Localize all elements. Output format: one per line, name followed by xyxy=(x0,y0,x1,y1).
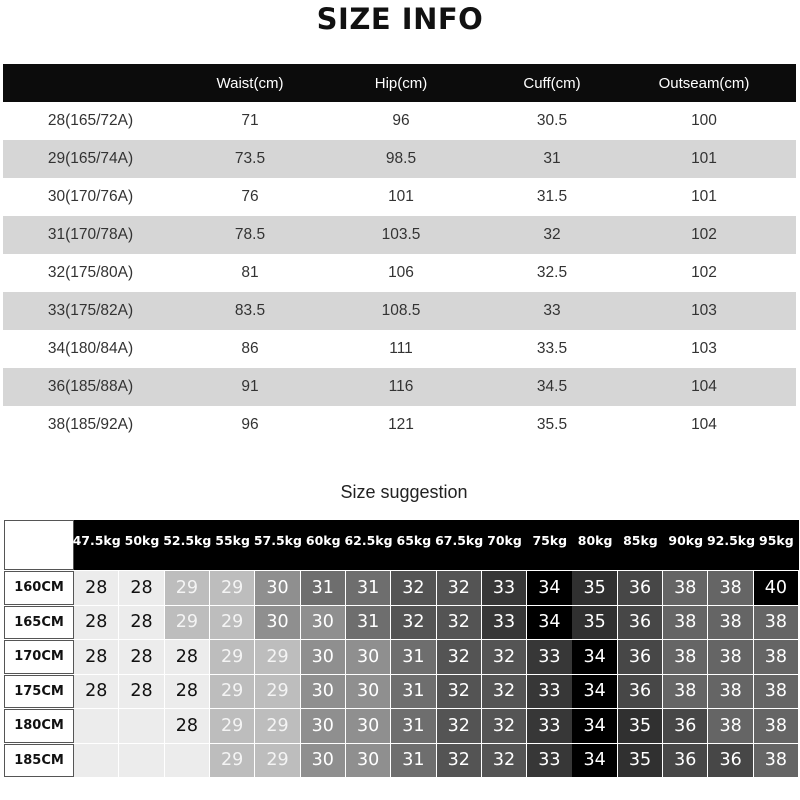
hip-cell: 116 xyxy=(388,378,414,395)
cuff-cell: 30.5 xyxy=(536,112,568,129)
size-cell: 34 xyxy=(572,709,616,743)
weight-header-cell: 52.5kg xyxy=(163,533,212,548)
weight-header-cell: 90kg xyxy=(668,533,704,548)
table-row xyxy=(3,254,796,292)
table-row xyxy=(3,178,796,216)
size-cell: 28(165/72A) xyxy=(47,112,134,129)
height-header-cell: 160CM xyxy=(4,571,74,605)
outseam-cell: 103 xyxy=(691,340,717,357)
size-cell: 33 xyxy=(527,744,571,778)
size-cell: 29 xyxy=(255,709,299,743)
size-cell: 35 xyxy=(618,744,662,778)
size-cell: 29 xyxy=(210,640,254,674)
table-row xyxy=(3,140,796,178)
size-cell: 38 xyxy=(708,640,752,674)
size-cell: 36 xyxy=(663,709,707,743)
empty-size-cell xyxy=(165,744,209,778)
size-cell: 38 xyxy=(708,675,752,709)
size-cell: 30(170/76A) xyxy=(47,188,134,205)
table-body xyxy=(3,102,796,444)
size-cell: 36(185/88A) xyxy=(47,378,134,395)
table-row xyxy=(3,292,796,330)
size-cell: 38 xyxy=(754,606,798,640)
size-cell: 32 xyxy=(482,640,526,674)
weight-header-cell: 92.5kg xyxy=(706,533,756,548)
table-row xyxy=(3,216,796,254)
waist-cell: 86 xyxy=(241,340,259,357)
size-cell: 31 xyxy=(346,606,390,640)
size-cell: 31 xyxy=(391,744,435,778)
size-cell: 29 xyxy=(255,640,299,674)
size-cell: 29 xyxy=(210,709,254,743)
size-cell: 31 xyxy=(391,675,435,709)
waist-cell: 81 xyxy=(241,264,259,281)
size-suggestion-grid xyxy=(4,520,799,778)
hip-cell: 111 xyxy=(389,340,413,357)
size-cell: 38 xyxy=(663,675,707,709)
outseam-cell: 104 xyxy=(691,378,717,395)
size-cell: 32 xyxy=(437,571,481,605)
size-cell: 28 xyxy=(119,675,163,709)
size-cell: 35 xyxy=(572,606,616,640)
size-cell: 38 xyxy=(708,606,752,640)
table-row xyxy=(3,102,796,140)
size-cell: 32 xyxy=(437,606,481,640)
size-cell: 38 xyxy=(754,709,798,743)
size-cell: 35 xyxy=(618,709,662,743)
size-cell: 30 xyxy=(301,606,345,640)
size-cell: 28 xyxy=(119,571,163,605)
height-header-cell: 180CM xyxy=(4,709,74,743)
hip-cell: 96 xyxy=(392,112,410,129)
size-cell: 29 xyxy=(255,744,299,778)
size-cell: 32 xyxy=(437,640,481,674)
waist-cell: 76 xyxy=(241,188,259,205)
size-cell: 32 xyxy=(482,675,526,709)
size-cell: 28 xyxy=(74,675,118,709)
cuff-cell: 33 xyxy=(543,302,561,319)
size-cell: 33 xyxy=(527,675,571,709)
cuff-cell: 31 xyxy=(543,150,561,167)
empty-size-cell xyxy=(74,709,118,743)
size-cell: 32 xyxy=(437,709,481,743)
height-header-cell: 170CM xyxy=(4,640,74,674)
table-row xyxy=(3,406,796,444)
cuff-cell: 33.5 xyxy=(536,340,568,357)
size-cell: 36 xyxy=(618,571,662,605)
waist-cell: 78.5 xyxy=(234,226,266,243)
cuff-cell: 31.5 xyxy=(536,188,568,205)
size-cell: 29 xyxy=(210,744,254,778)
size-cell: 34(180/84A) xyxy=(47,340,134,357)
size-cell: 30 xyxy=(346,744,390,778)
table-row xyxy=(3,368,796,406)
size-cell: 38 xyxy=(708,571,752,605)
size-cell: 32 xyxy=(391,571,435,605)
height-header-cell: 175CM xyxy=(4,675,74,709)
size-info-table xyxy=(3,64,796,444)
grid-corner-cell xyxy=(4,520,74,570)
size-cell: 34 xyxy=(572,675,616,709)
weight-header-cell: 60kg xyxy=(305,533,341,548)
weight-header-cell: 55kg xyxy=(215,533,250,548)
height-header-cell: 185CM xyxy=(4,744,74,778)
size-cell: 31 xyxy=(391,709,435,743)
size-cell: 36 xyxy=(618,640,662,674)
size-cell: 29 xyxy=(210,571,254,605)
size-cell: 36 xyxy=(663,744,707,778)
size-cell: 38 xyxy=(663,640,707,674)
size-cell: 29 xyxy=(165,606,209,640)
size-cell: 36 xyxy=(618,675,662,709)
waist-cell: 96 xyxy=(241,416,259,433)
cuff-cell: 35.5 xyxy=(536,416,568,433)
size-cell: 34 xyxy=(527,571,571,605)
outseam-cell: 104 xyxy=(691,416,717,433)
weight-header-cell: 57.5kg xyxy=(253,533,302,548)
size-cell: 30 xyxy=(346,675,390,709)
waist-cell: 83.5 xyxy=(234,302,266,319)
page-title: SIZE INFO xyxy=(316,2,484,36)
size-cell: 30 xyxy=(255,571,299,605)
weight-header-cell: 67.5kg xyxy=(435,533,484,548)
table-header-row xyxy=(3,64,796,102)
size-cell: 29(165/74A) xyxy=(47,150,134,167)
weight-header-cell: 70kg xyxy=(487,533,522,548)
size-cell: 38(185/92A) xyxy=(47,416,134,433)
size-cell: 35 xyxy=(572,571,616,605)
empty-size-cell xyxy=(119,709,163,743)
height-header-cell: 165CM xyxy=(4,606,74,640)
waist-cell: 91 xyxy=(241,378,259,395)
size-cell: 38 xyxy=(663,571,707,605)
outseam-cell: 102 xyxy=(691,264,717,281)
hip-cell: 98.5 xyxy=(385,150,417,167)
size-cell: 30 xyxy=(301,709,345,743)
hip-cell: 101 xyxy=(388,188,414,205)
weight-header-cell: 47.5kg xyxy=(72,533,121,548)
table-row xyxy=(3,330,796,368)
header-waist: Waist(cm) xyxy=(216,74,284,92)
size-cell: 31 xyxy=(391,640,435,674)
size-cell: 32 xyxy=(482,744,526,778)
waist-cell: 71 xyxy=(241,112,259,129)
size-cell: 31 xyxy=(301,571,345,605)
size-cell: 33 xyxy=(527,640,571,674)
outseam-cell: 101 xyxy=(691,188,717,205)
hip-cell: 106 xyxy=(388,264,414,281)
size-cell: 38 xyxy=(708,709,752,743)
empty-size-cell xyxy=(74,744,118,778)
size-cell: 33 xyxy=(527,709,571,743)
size-cell: 28 xyxy=(165,640,209,674)
size-cell: 30 xyxy=(346,709,390,743)
size-cell: 33 xyxy=(482,571,526,605)
size-cell: 28 xyxy=(119,606,163,640)
size-cell: 33 xyxy=(482,606,526,640)
size-cell: 32(175/80A) xyxy=(47,264,134,281)
cuff-cell: 34.5 xyxy=(536,378,568,395)
hip-cell: 108.5 xyxy=(381,302,421,319)
cuff-cell: 32 xyxy=(543,226,561,243)
hip-cell: 121 xyxy=(388,416,414,433)
hip-cell: 103.5 xyxy=(381,226,421,243)
outseam-cell: 102 xyxy=(691,226,717,243)
size-cell: 29 xyxy=(165,571,209,605)
weight-header-cell: 65kg xyxy=(396,533,432,548)
weight-header-cell: 50kg xyxy=(124,533,160,548)
size-cell: 32 xyxy=(391,606,435,640)
empty-size-cell xyxy=(119,744,163,778)
size-cell: 34 xyxy=(572,744,616,778)
weight-header-cell: 62.5kg xyxy=(344,533,393,548)
size-cell: 28 xyxy=(74,640,118,674)
size-cell: 30 xyxy=(255,606,299,640)
size-cell: 30 xyxy=(301,744,345,778)
size-cell: 30 xyxy=(301,640,345,674)
size-cell: 28 xyxy=(74,571,118,605)
weight-header-cell: 95kg xyxy=(759,533,794,548)
size-cell: 32 xyxy=(482,709,526,743)
size-cell: 31 xyxy=(346,571,390,605)
weight-header-cell: 75kg xyxy=(532,533,568,548)
outseam-cell: 100 xyxy=(691,112,717,129)
header-cuff: Cuff(cm) xyxy=(523,74,581,92)
weight-header-cell: 85kg xyxy=(623,533,658,548)
header-hip: Hip(cm) xyxy=(374,74,428,92)
size-cell: 30 xyxy=(346,640,390,674)
waist-cell: 73.5 xyxy=(234,150,266,167)
size-cell: 29 xyxy=(210,606,254,640)
size-cell: 30 xyxy=(301,675,345,709)
cuff-cell: 32.5 xyxy=(536,264,568,281)
size-cell: 34 xyxy=(572,640,616,674)
size-cell: 31(170/78A) xyxy=(47,226,134,243)
size-cell: 38 xyxy=(754,744,798,778)
size-cell: 36 xyxy=(618,606,662,640)
size-cell: 38 xyxy=(754,675,798,709)
size-cell: 28 xyxy=(165,709,209,743)
size-cell: 33(175/82A) xyxy=(47,302,134,319)
weight-header-cell: 80kg xyxy=(577,533,613,548)
size-cell: 36 xyxy=(708,744,752,778)
size-cell: 38 xyxy=(754,640,798,674)
size-cell: 32 xyxy=(437,675,481,709)
size-suggestion-title: Size suggestion xyxy=(340,482,468,502)
size-cell: 32 xyxy=(437,744,481,778)
size-cell: 40 xyxy=(754,571,798,605)
size-cell: 38 xyxy=(663,606,707,640)
size-cell: 28 xyxy=(119,640,163,674)
size-cell: 29 xyxy=(210,675,254,709)
size-cell: 29 xyxy=(255,675,299,709)
size-cell: 34 xyxy=(527,606,571,640)
size-cell: 28 xyxy=(165,675,209,709)
outseam-cell: 103 xyxy=(691,302,717,319)
header-outseam: Outseam(cm) xyxy=(658,74,750,92)
outseam-cell: 101 xyxy=(691,150,717,167)
size-cell: 28 xyxy=(74,606,118,640)
